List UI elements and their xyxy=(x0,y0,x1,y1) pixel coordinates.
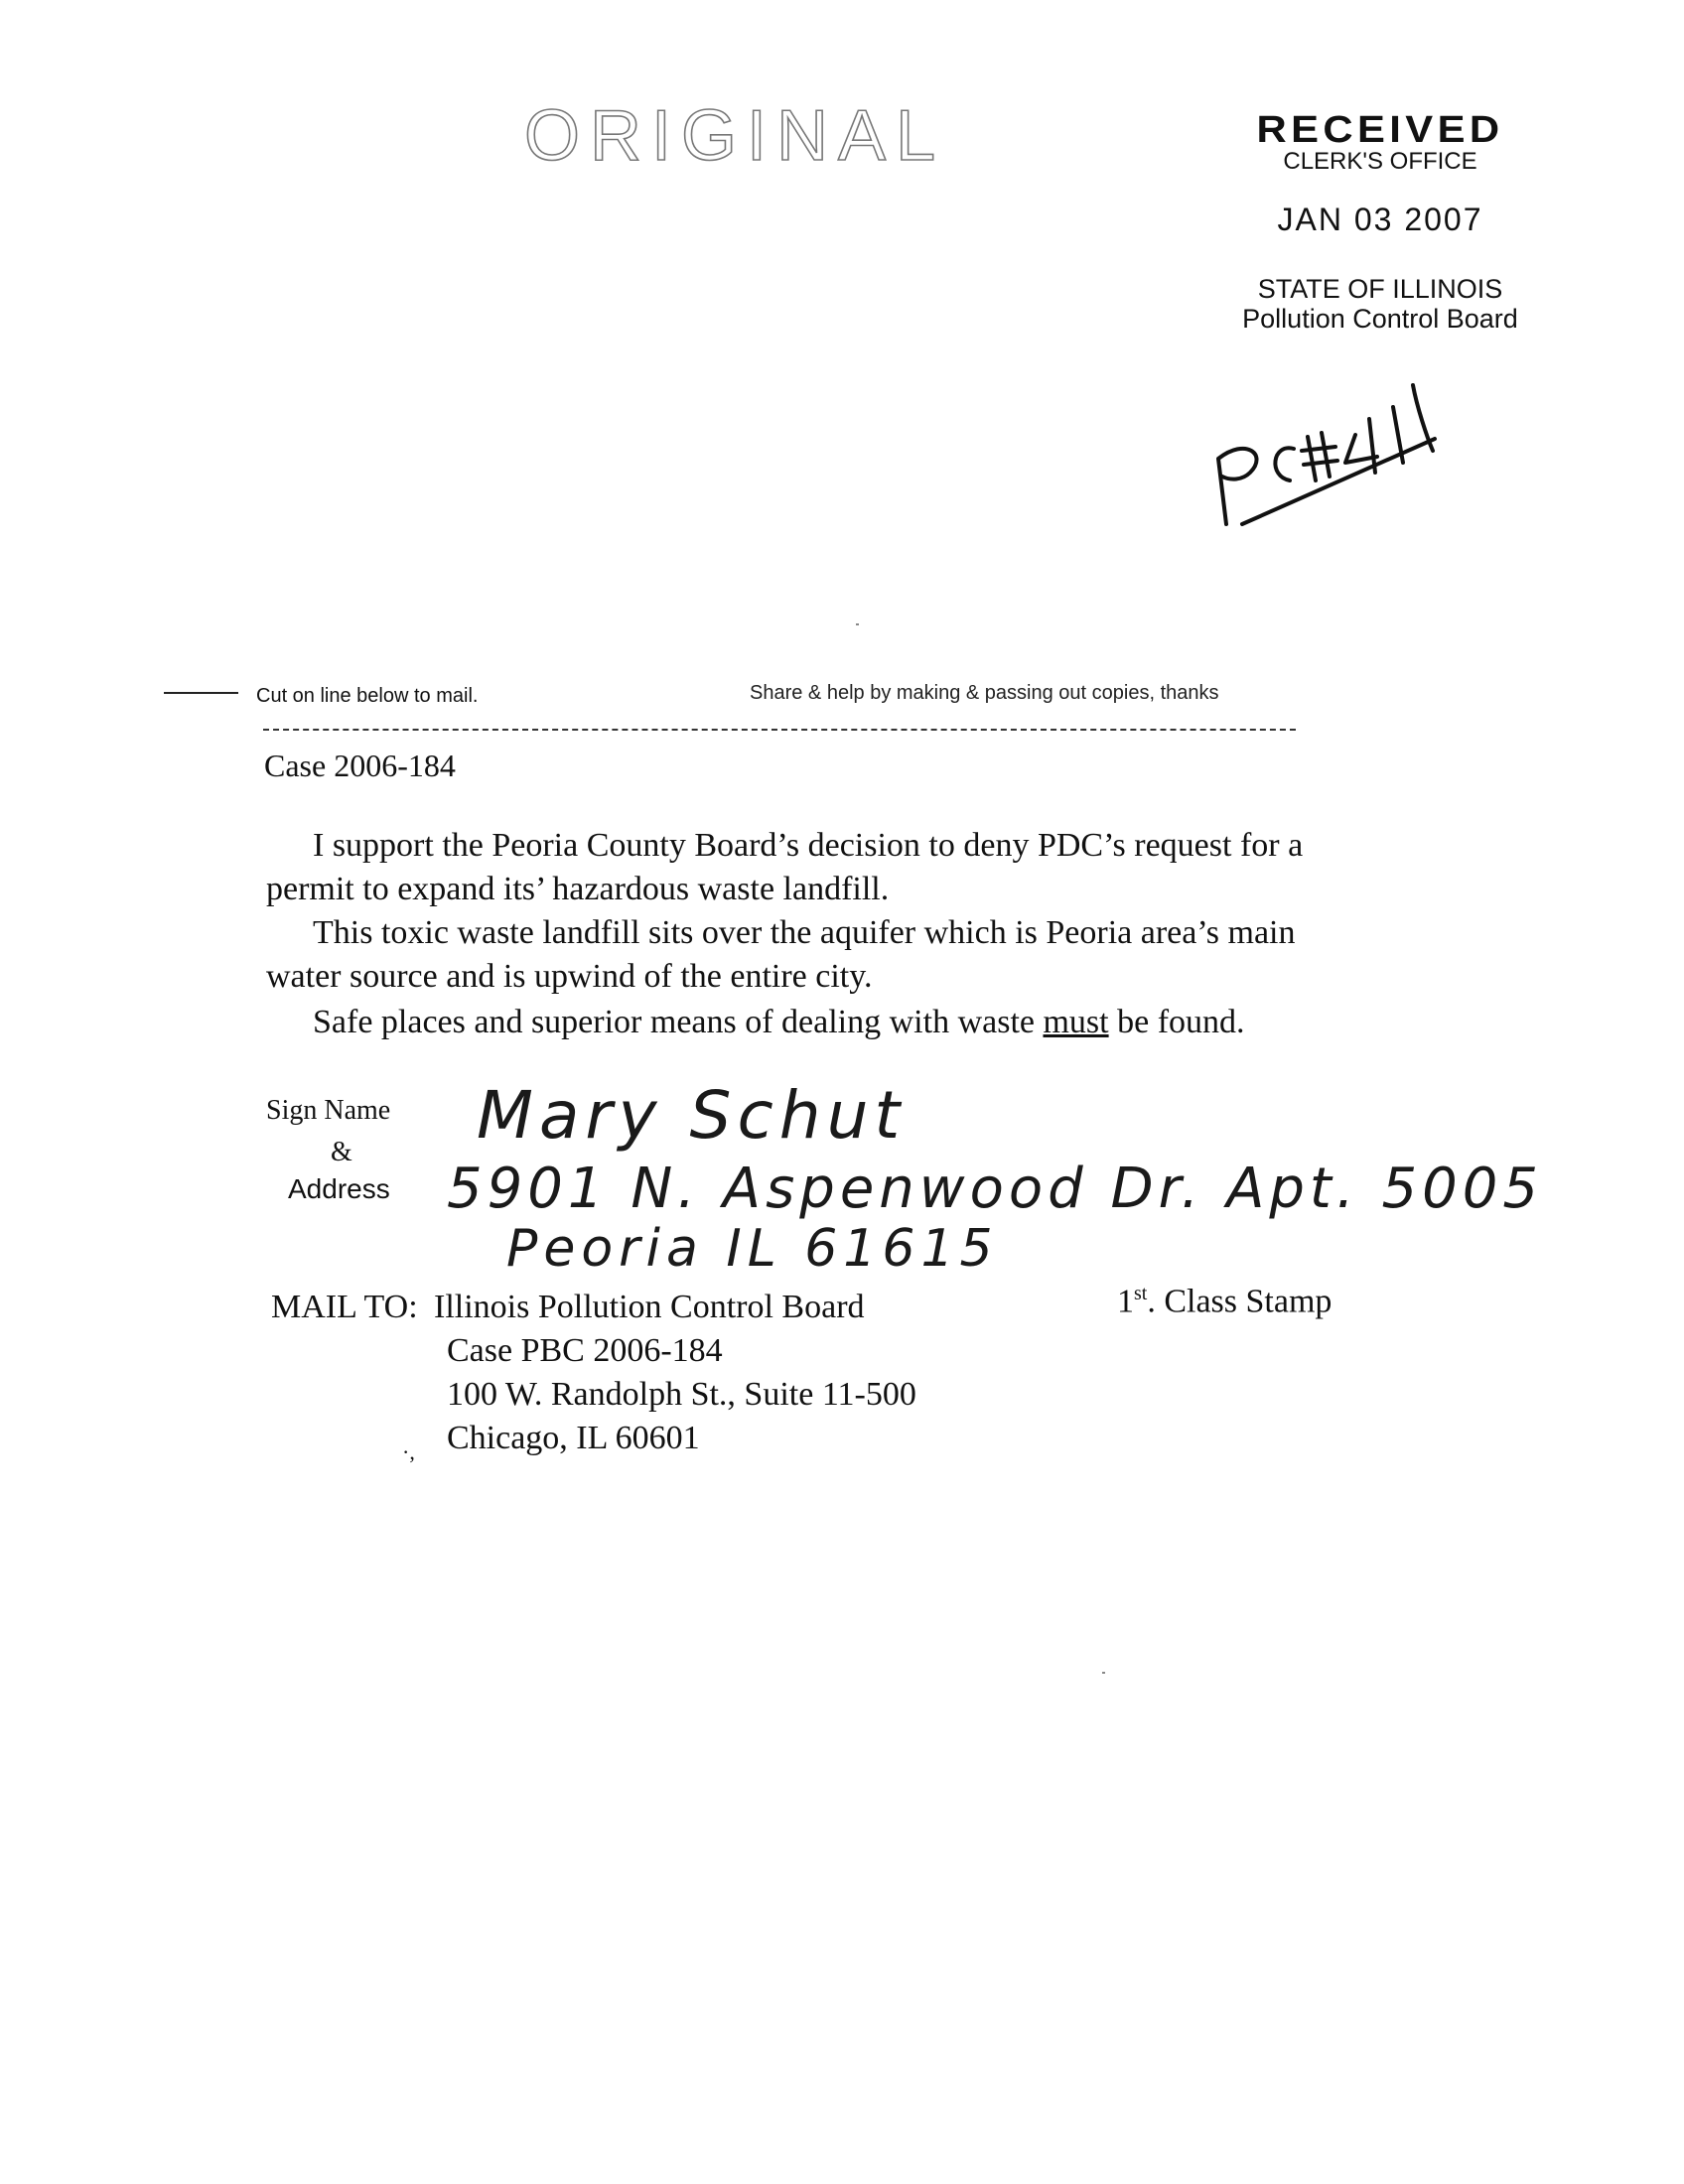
scan-speck xyxy=(1102,1672,1105,1674)
mail-to-line-4: Chicago, IL 60601 xyxy=(447,1420,700,1456)
paragraph-3-pre: Safe places and superior means of dealing with waste xyxy=(313,1004,1044,1040)
first-class-stamp-note xyxy=(1117,1283,1332,1320)
board-name: Pollution Control Board xyxy=(1242,304,1518,334)
stamp-class-number: 1 xyxy=(1117,1283,1134,1320)
case-number: Case 2006-184 xyxy=(264,748,456,783)
state-name: STATE OF ILLINOIS xyxy=(1257,274,1503,304)
paragraph-3 xyxy=(313,1001,1245,1044)
handwritten-name: Mary Schut xyxy=(477,1077,907,1154)
paragraph-2-line-1: This toxic waste landfill sits over the aquifer which is Peoria area’s main xyxy=(313,914,1296,951)
mail-to-line-2: Case PBC 2006-184 xyxy=(447,1332,723,1369)
received-title: RECEIVED xyxy=(1256,109,1504,151)
handwritten-pc-annotation xyxy=(1206,377,1465,546)
received-stamp xyxy=(1192,109,1569,334)
original-stamp: ORIGINAL xyxy=(524,96,946,176)
stamp-class-suffix: st xyxy=(1134,1283,1148,1304)
sign-name-label: Sign Name xyxy=(266,1095,391,1126)
cut-dashed-line xyxy=(263,729,1296,731)
handwritten-address-line-2: Peoria IL 61615 xyxy=(506,1219,999,1279)
scan-speck xyxy=(856,623,859,625)
cut-instruction: Cut on line below to mail. xyxy=(256,685,479,707)
received-date: JAN 03 2007 xyxy=(1277,202,1483,237)
paragraph-2-line-2: water source and is upwind of the entire city. xyxy=(266,958,873,995)
leader-dash xyxy=(164,692,238,694)
ampersand-label: & xyxy=(331,1137,352,1167)
stamp-class-text: . Class Stamp xyxy=(1147,1283,1333,1320)
mail-to-line-3: 100 W. Randolph St., Suite 11-500 xyxy=(447,1376,916,1413)
paragraph-3-emphasis: must xyxy=(1043,1004,1109,1040)
mail-to-line-1: Illinois Pollution Control Board xyxy=(434,1289,865,1325)
address-label: Address xyxy=(288,1173,390,1204)
paragraph-1-line-2: permit to expand its’ hazardous waste landfill. xyxy=(266,871,890,907)
handwritten-address-line-1: 5901 N. Aspenwood Dr. Apt. 5005 xyxy=(447,1157,1543,1221)
share-note: Share & help by making & passing out copies, thanks xyxy=(750,682,1219,704)
pen-mark: ·, xyxy=(402,1439,415,1464)
mail-to-label: MAIL TO: xyxy=(271,1289,418,1325)
paragraph-1-line-1: I support the Peoria County Board’s decision to deny PDC’s request for a xyxy=(313,827,1304,864)
paragraph-3-post: be found. xyxy=(1108,1004,1245,1040)
clerks-office: CLERK'S OFFICE xyxy=(1283,148,1477,175)
